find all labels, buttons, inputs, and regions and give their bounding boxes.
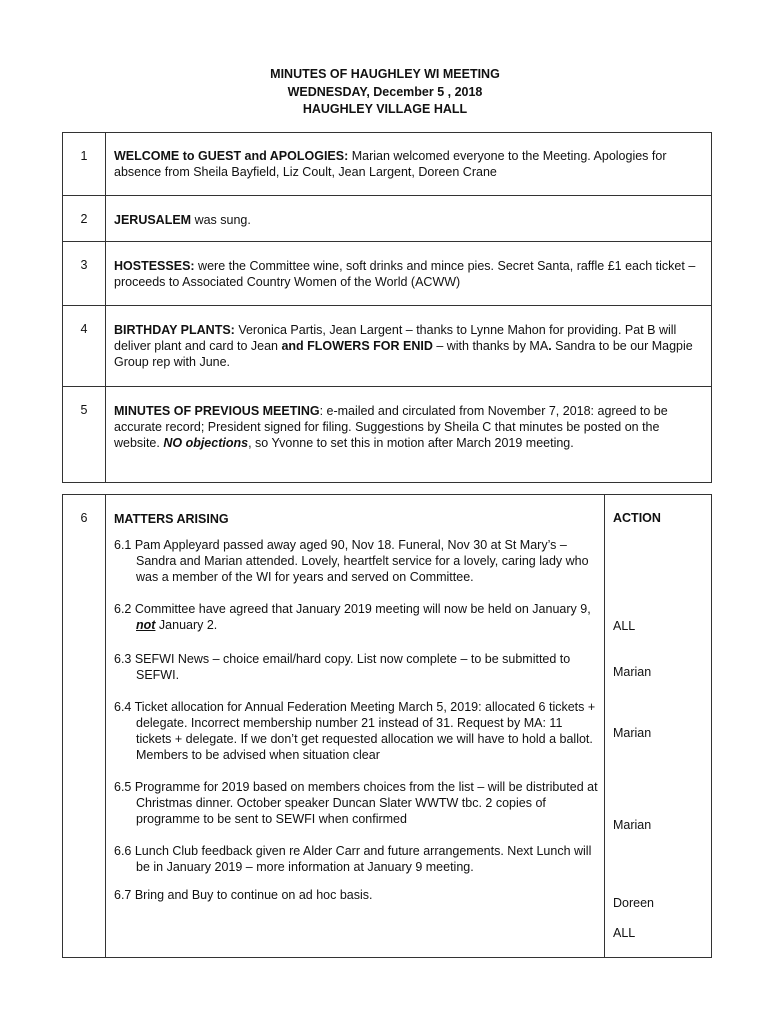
- minute-text: January 2.: [155, 618, 218, 632]
- item-emphasis: and FLOWERS FOR ENID: [281, 339, 433, 353]
- minutes-row-4: [63, 306, 712, 387]
- item-emphasis: .: [548, 339, 552, 353]
- item-number: 6: [80, 511, 88, 525]
- item-label: MINUTES OF PREVIOUS MEETING: [114, 404, 320, 418]
- item-text: was sung.: [191, 213, 251, 227]
- item-label: JERUSALEM: [114, 213, 192, 227]
- item-number: 3: [80, 258, 88, 272]
- title-line-1: MINUTES OF HAUGHLEY WI MEETING: [270, 67, 500, 81]
- item-text: : e-mailed and circulated from November 7, 2018: agreed to be accurate record; President signed for filing. Suggestions by Sheila C that minutes be posted on the website.: [114, 404, 668, 450]
- minutes-row-2: [63, 196, 712, 242]
- minute-6-3: 6.3 SEFWI News – choice email/hard copy. List now complete – to be submitted to SEFWI.: [114, 652, 571, 682]
- action-column: [605, 495, 712, 958]
- action-6-2: ALL: [613, 619, 636, 633]
- item-text: , so Yvonne to set this in motion after March 2019 meeting.: [248, 436, 574, 450]
- item-number: 4: [80, 322, 88, 336]
- minutes-table-1: [62, 132, 712, 483]
- action-6-6: Doreen: [613, 896, 654, 910]
- minute-6-6: 6.6 Lunch Club feedback given re Alder Carr and future arrangements. Next Lunch will be in January 2019 – more information at January 9 meeting.: [114, 844, 592, 874]
- action-6-3: Marian: [613, 665, 652, 679]
- item-text: Marian welcomed everyone to the Meeting. Apologies for absence from Sheila Bayfield, Liz Coult, Jean Largent, Doreen Crane: [114, 149, 667, 179]
- item-text: were the Committee wine, soft drinks and mince pies. Secret Santa, raffle £1 each ticket – proceeds to Associated Country Women of the World (ACWW): [114, 259, 696, 289]
- action-6-5: Marian: [613, 818, 652, 832]
- minute-6-4: 6.4 Ticket allocation for Annual Federation Meeting March 5, 2019: allocated 6 tickets + delegate. Incorrect membership number 21 instead of 31. Request by MA: 11 tickets + delegate. If we don’t get requested allocation we will have to hold a ballot. Members to be advised when situation clear: [114, 700, 596, 762]
- item-number: 2: [80, 212, 88, 226]
- minute-6-1: 6.1 Pam Appleyard passed away aged 90, Nov 18. Funeral, Nov 30 at St Mary’s – Sandra and Marian attended. Lovely, heartfelt service for a lovely, caring lady who was a member of the WI for years and served on Committee.: [114, 538, 589, 584]
- matters-arising-table: [62, 494, 712, 958]
- item-text: Veronica Partis, Jean Largent – thanks to Lynne Mahon for providing. Pat B will deliver plant and card to Jean: [114, 323, 677, 353]
- action-6-7: ALL: [613, 926, 636, 940]
- item-emphasis: NO objections: [163, 436, 249, 450]
- minute-emphasis: not: [136, 618, 156, 632]
- minute-6-7: 6.7 Bring and Buy to continue on ad hoc basis.: [114, 888, 373, 902]
- minute-text: 6.2 Committee have agreed that January 2019 meeting will now be held on January 9,: [114, 602, 591, 616]
- action-header: ACTION: [613, 511, 661, 525]
- item-number: 5: [80, 403, 88, 417]
- item-text: – with thanks by MA: [432, 339, 549, 353]
- title-line-3: HAUGHLEY VILLAGE HALL: [302, 102, 468, 116]
- item-label: HOSTESSES:: [114, 259, 195, 273]
- item-number: 1: [80, 149, 88, 163]
- minute-6-2: [114, 601, 598, 633]
- minutes-row-5: [63, 387, 712, 483]
- item-label: BIRTHDAY PLANTS:: [114, 323, 235, 337]
- action-6-4: Marian: [613, 726, 652, 740]
- minute-6-5: 6.5 Programme for 2019 based on members choices from the list – will be distributed at Christmas dinner. October speaker Duncan Slater WWTW tbc. 2 copies of programme to be sent to SEWFI when confirmed: [114, 780, 598, 826]
- minutes-row-1: [63, 133, 712, 196]
- item-label: WELCOME to GUEST and APOLOGIES:: [114, 149, 349, 163]
- section-title: MATTERS ARISING: [114, 512, 229, 526]
- minutes-row-3: [63, 242, 712, 306]
- matters-row: [63, 495, 712, 958]
- document-header: [0, 66, 770, 119]
- title-line-2: WEDNESDAY, December 5 , 2018: [287, 84, 483, 99]
- item-text: Sandra to be our Magpie Group rep with June.: [114, 339, 693, 369]
